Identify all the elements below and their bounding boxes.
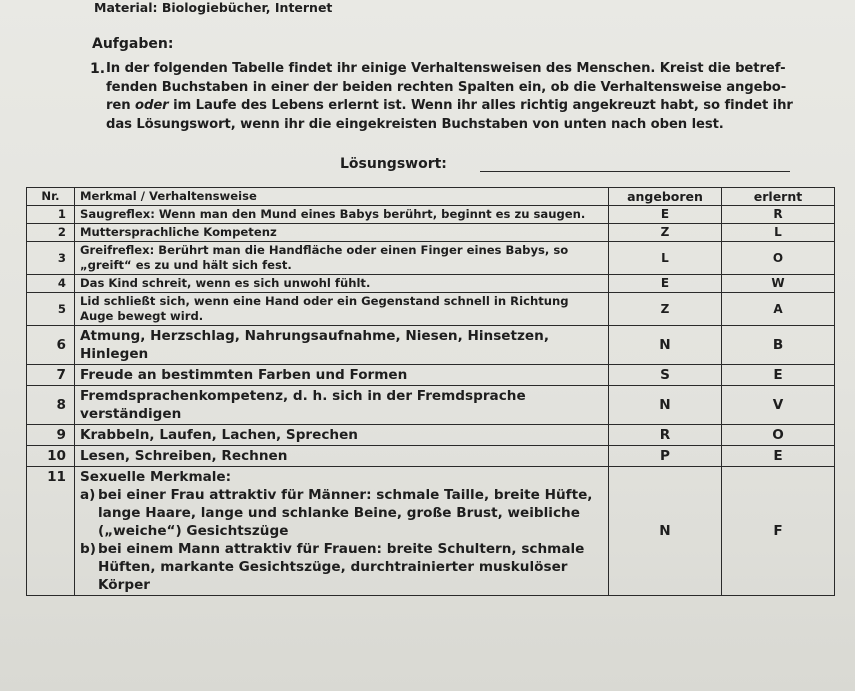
material-source: Material: Biologiebücher, Internet <box>94 0 333 15</box>
solution-word-label: Lösungswort: <box>340 156 447 172</box>
row-number: 11 <box>27 467 75 596</box>
row-number: 5 <box>27 293 75 326</box>
behavior-table <box>26 187 835 596</box>
learned-letter[interactable]: A <box>722 293 835 326</box>
innate-letter[interactable]: R <box>609 425 722 446</box>
learned-letter[interactable]: V <box>722 386 835 425</box>
task-instructions <box>106 60 796 134</box>
task-number: 1. <box>90 61 106 77</box>
tasks-heading: Aufgaben: <box>92 36 174 52</box>
sub-text-a: bei einer Frau attraktiv für Männer: schmale Taille, breite Hüfte, lange Haare, lange und schlanke Beine, große Brust, weibliche („weiche“) Gesichtszüge <box>98 487 593 539</box>
sub-text-b: bei einem Mann attraktiv für Frauen: breite Schultern, schmale Hüften, markante Gesichtszüge, durchtrainierter muskulöser Körper <box>98 541 585 593</box>
innate-letter[interactable]: N <box>609 386 722 425</box>
header-learned: erlernt <box>722 188 835 206</box>
learned-letter[interactable]: E <box>722 365 835 386</box>
innate-letter[interactable]: N <box>609 467 722 596</box>
row-feature: Lid schließt sich, wenn eine Hand oder ein Gegenstand schnell in Richtung Auge bewegt wird. <box>75 293 609 326</box>
row-feature: Muttersprachliche Kompetenz <box>75 224 609 242</box>
task-text-italic: oder <box>135 98 169 113</box>
row-feature: Lesen, Schreiben, Rechnen <box>75 446 609 467</box>
row-number: 1 <box>27 206 75 224</box>
table-row <box>27 224 835 242</box>
table-row <box>27 386 835 425</box>
learned-letter[interactable]: O <box>722 425 835 446</box>
innate-letter[interactable]: L <box>609 242 722 275</box>
sexual-feature-a <box>80 486 603 540</box>
table-row <box>27 293 835 326</box>
table-row <box>27 326 835 365</box>
learned-letter[interactable]: F <box>722 467 835 596</box>
header-nr: Nr. <box>27 188 75 206</box>
table-row <box>27 365 835 386</box>
table-row <box>27 467 835 596</box>
learned-letter[interactable]: B <box>722 326 835 365</box>
row-feature: Krabbeln, Laufen, Lachen, Sprechen <box>75 425 609 446</box>
sexual-features-title: Sexuelle Merkmale: <box>80 469 232 485</box>
row-feature: Freude an bestimmten Farben und Formen <box>75 365 609 386</box>
row-feature: Das Kind schreit, wenn es sich unwohl fühlt. <box>75 275 609 293</box>
learned-letter[interactable]: L <box>722 224 835 242</box>
table-row <box>27 425 835 446</box>
task-text-part2: im Laufe des Lebens erlernt ist. Wenn ihr alles richtig angekreuzt habt, so findet ihr das Lösungswort, wenn ihr die eingekreisten Buchstaben von unten nach oben lest. <box>106 98 793 132</box>
row-number: 3 <box>27 242 75 275</box>
sub-label-b: b) <box>80 541 96 557</box>
row-feature: Saugreflex: Wenn man den Mund eines Babys berührt, beginnt es zu saugen. <box>75 206 609 224</box>
learned-letter[interactable]: E <box>722 446 835 467</box>
row-feature: Atmung, Herzschlag, Nahrungsaufnahme, Niesen, Hinsetzen, Hinlegen <box>75 326 609 365</box>
table-row <box>27 446 835 467</box>
innate-letter[interactable]: P <box>609 446 722 467</box>
table-row <box>27 275 835 293</box>
row-number: 7 <box>27 365 75 386</box>
row-number: 9 <box>27 425 75 446</box>
innate-letter[interactable]: S <box>609 365 722 386</box>
row-feature: Greifreflex: Berührt man die Handfläche oder einen Finger eines Babys, so „greift“ es zu und hält sich fest. <box>75 242 609 275</box>
learned-letter[interactable]: O <box>722 242 835 275</box>
innate-letter[interactable]: E <box>609 206 722 224</box>
row-feature-sexual <box>75 467 609 596</box>
header-innate: angeboren <box>609 188 722 206</box>
innate-letter[interactable]: Z <box>609 224 722 242</box>
table-row <box>27 242 835 275</box>
sub-label-a: a) <box>80 487 96 503</box>
solution-word-line[interactable] <box>480 171 790 172</box>
table-row <box>27 206 835 224</box>
table-header-row <box>27 188 835 206</box>
row-number: 10 <box>27 446 75 467</box>
innate-letter[interactable]: Z <box>609 293 722 326</box>
row-number: 2 <box>27 224 75 242</box>
learned-letter[interactable]: W <box>722 275 835 293</box>
row-number: 8 <box>27 386 75 425</box>
innate-letter[interactable]: N <box>609 326 722 365</box>
header-feature: Merkmal / Verhaltensweise <box>75 188 609 206</box>
row-feature: Fremdsprachenkompetenz, d. h. sich in der Fremdsprache verständigen <box>75 386 609 425</box>
sexual-feature-b <box>80 540 603 594</box>
row-number: 4 <box>27 275 75 293</box>
innate-letter[interactable]: E <box>609 275 722 293</box>
row-number: 6 <box>27 326 75 365</box>
task-text-part1: In der folgenden Tabelle findet ihr einige Verhaltensweisen des Menschen. Kreist die betref-fenden Buchstaben in einer der beiden rechten Spalten ein, ob die Verhaltensweise angebo-ren <box>106 61 787 113</box>
learned-letter[interactable]: R <box>722 206 835 224</box>
